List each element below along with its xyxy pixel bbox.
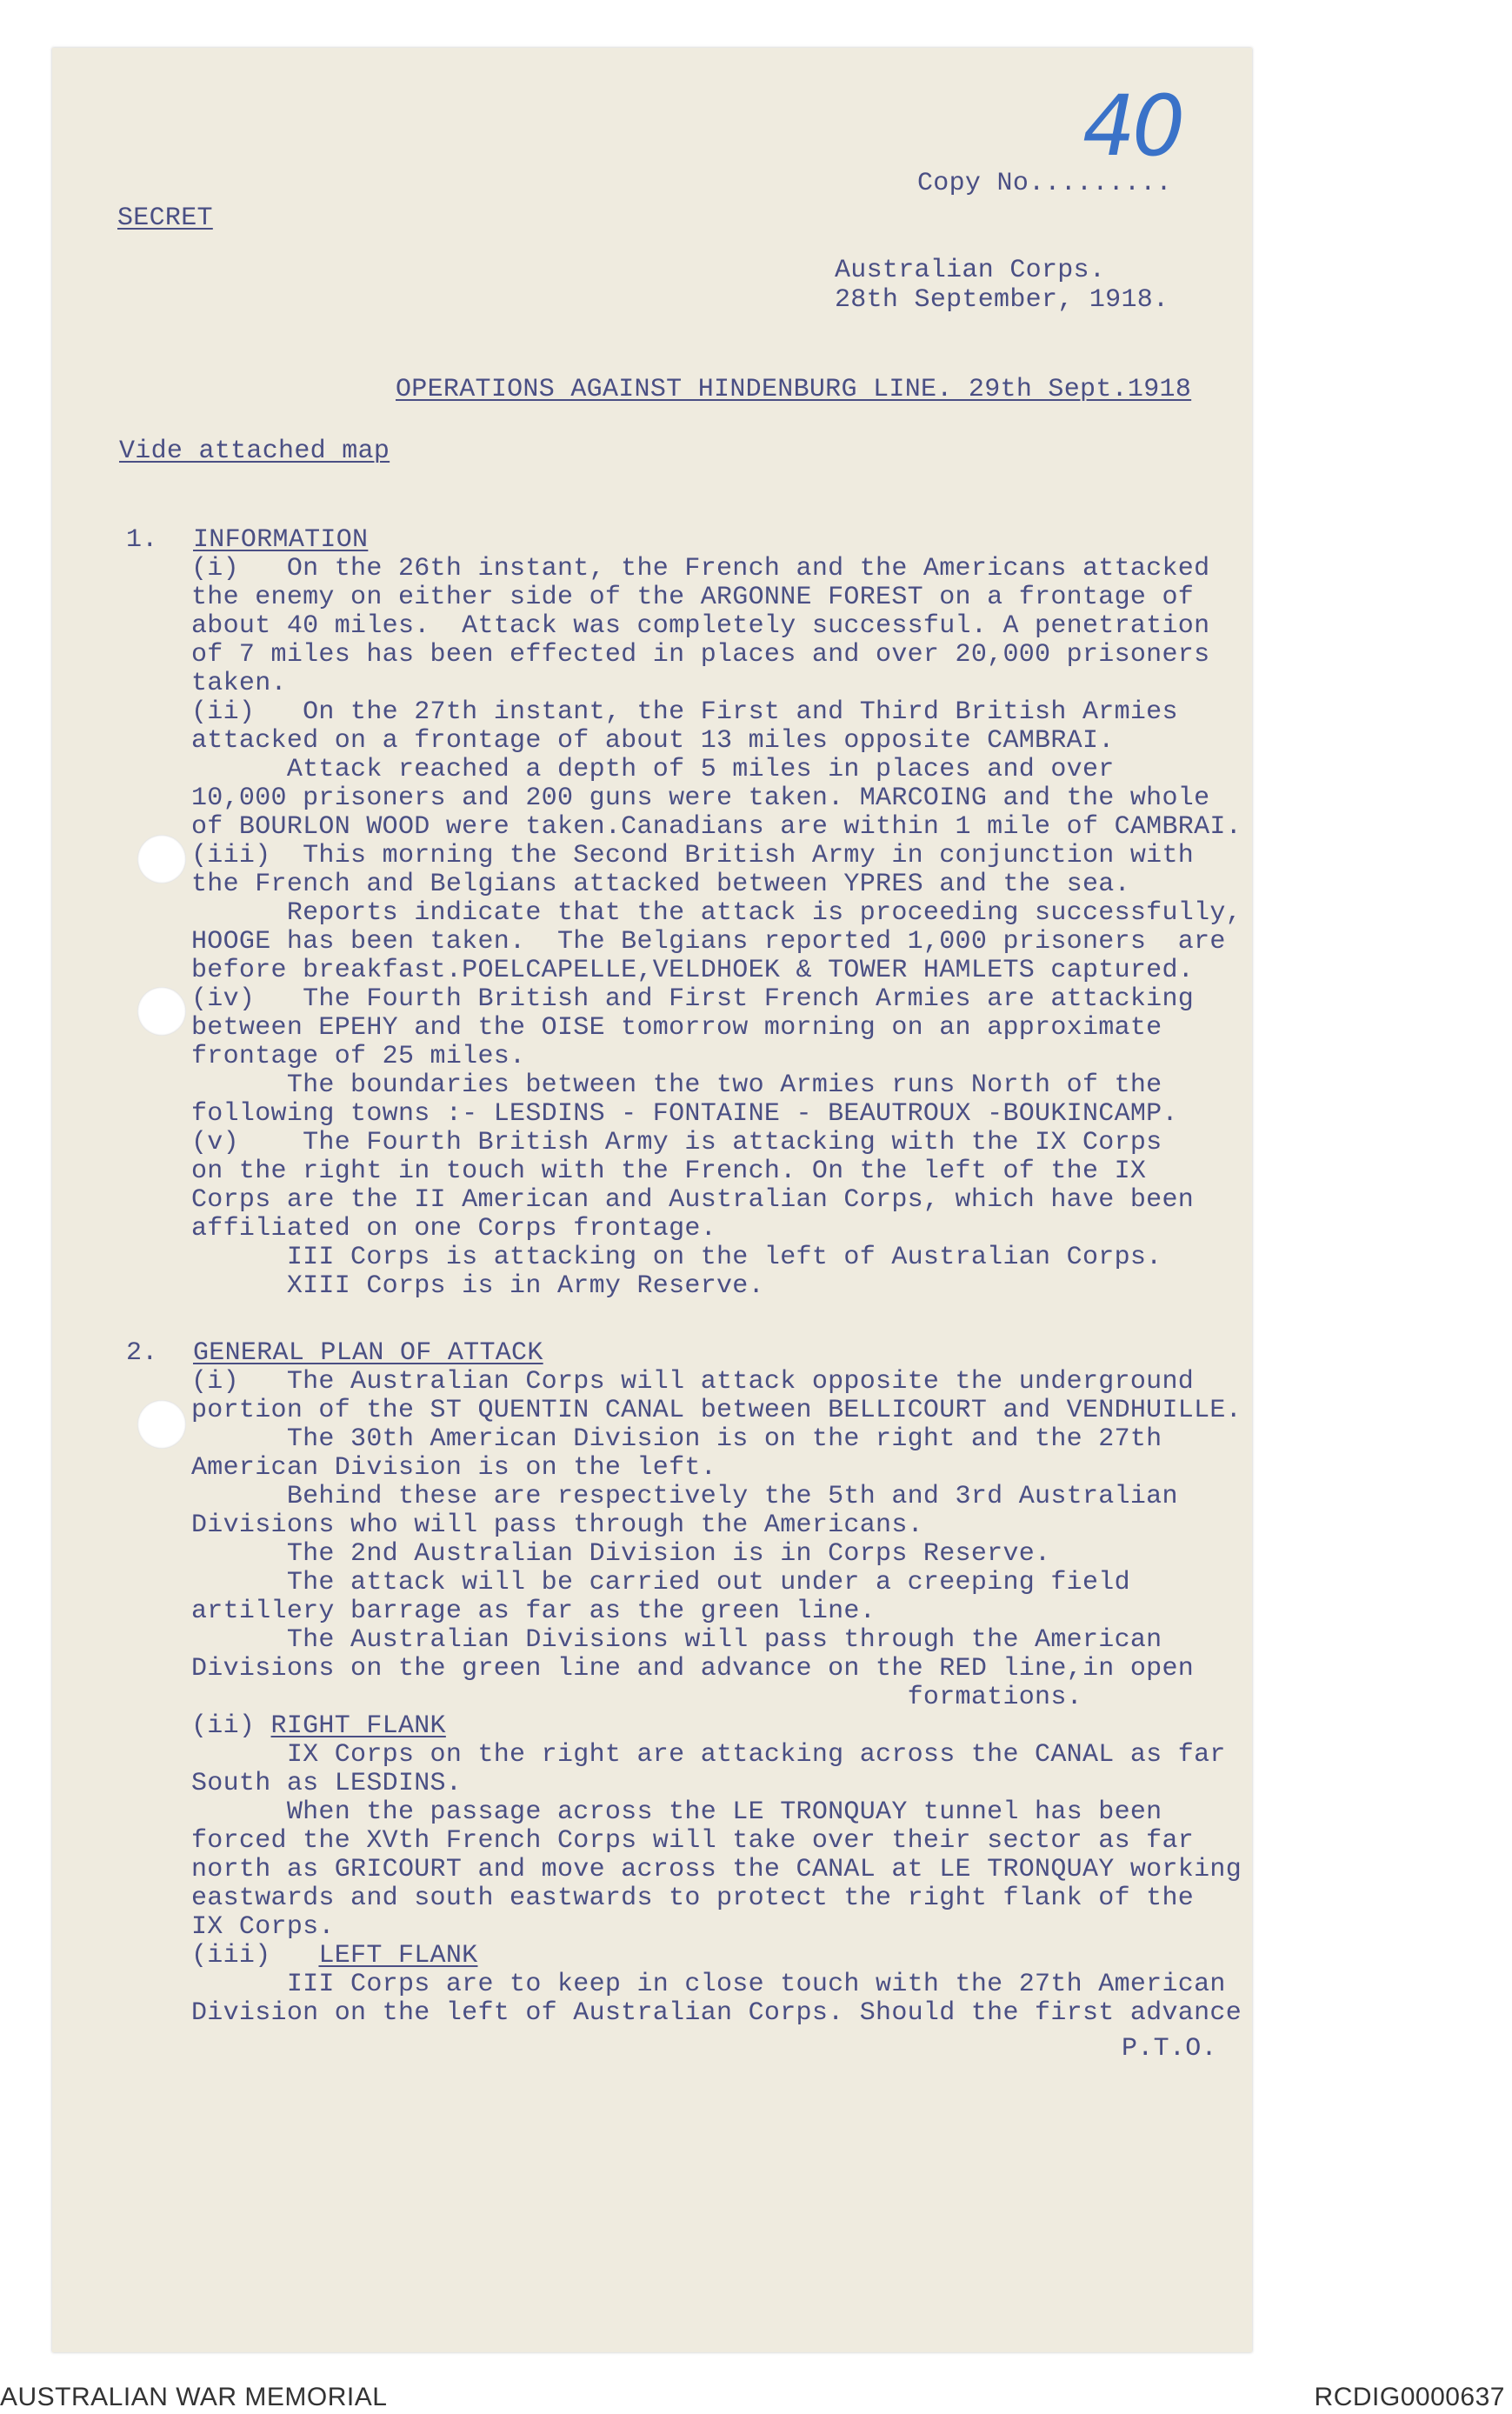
text-line: XIII Corps is in Army Reserve. <box>191 1271 764 1301</box>
punch-hole <box>137 835 186 884</box>
document-title: OPERATIONS AGAINST HINDENBURG LINE. 29th Sept.1918 <box>396 375 1192 404</box>
text-line: portion of the ST QUENTIN CANAL between BELLICOURT and VENDHUILLE. <box>191 1396 1242 1425</box>
text-line: formations. <box>191 1683 1082 1712</box>
text-line: The attack will be carried out under a creeping field <box>191 1568 1130 1597</box>
text-line: The boundaries between the two Armies runs North of the <box>191 1070 1162 1100</box>
text-line: IX Corps on the right are attacking across the CANAL as far <box>191 1740 1226 1770</box>
section-2-heading: GENERAL PLAN OF ATTACK <box>193 1338 543 1368</box>
text-line: on the right in touch with the French. On the left of the IX <box>191 1157 1147 1186</box>
text-line: frontage of 25 miles. <box>191 1042 526 1071</box>
text-line: Corps are the II American and Australian Corps, which have been <box>191 1185 1195 1215</box>
section-2-number: 2. <box>126 1338 158 1368</box>
text-line: South as LESDINS. <box>191 1769 463 1798</box>
text-line: Divisions who will pass through the Americans. <box>191 1510 923 1540</box>
text-line: affiliated on one Corps frontage. <box>191 1214 716 1244</box>
text-line: (i) On the 26th instant, the French and the Americans attacked <box>191 554 1210 583</box>
text-line: Behind these are respectively the 5th and 3rd Australian <box>191 1482 1178 1511</box>
text-line: (v) The Fourth British Army is attacking with the IX Corps <box>191 1128 1162 1157</box>
text-line: following towns :- LESDINS - FONTAINE - BEAUTROUX -BOUKINCAMP. <box>191 1099 1178 1129</box>
text-line: attacked on a frontage of about 13 miles opposite CAMBRAI. <box>191 726 1115 756</box>
text-line: (ii) On the 27th instant, the First and Third British Armies <box>191 697 1178 727</box>
text-line: between EPEHY and the OISE tomorrow morning on an approximate <box>191 1013 1162 1043</box>
text-line: Divisions on the green line and advance on the RED line,in open <box>191 1654 1195 1684</box>
text-line: 10,000 prisoners and 200 guns were taken. MARCOING and the whole <box>191 784 1210 813</box>
punch-hole <box>137 1400 186 1449</box>
text-line: Attack reached a depth of 5 miles in places and over <box>191 755 1115 784</box>
text-line: about 40 miles. Attack was completely successful. A penetration <box>191 611 1210 641</box>
text-line: the enemy on either side of the ARGONNE FOREST on a frontage of <box>191 583 1195 612</box>
handwritten-copy-number: 40 <box>1082 77 1182 175</box>
text-line: Division on the left of Australian Corps. Should the first advance <box>191 1998 1242 2028</box>
footer-institution: AUSTRALIAN WAR MEMORIAL <box>0 2383 388 2411</box>
text-line: III Corps are to keep in close touch with the 27th American <box>191 1970 1226 1999</box>
text-line: The 2nd Australian Division is in Corps Reserve. <box>191 1539 1051 1569</box>
text-line: American Division is on the left. <box>191 1453 716 1483</box>
text-line: artillery barrage as far as the green line. <box>191 1597 876 1626</box>
left-flank-subheading: (iii) LEFT FLANK <box>191 1941 478 1971</box>
text-line: When the passage across the LE TRONQUAY tunnel has been <box>191 1797 1162 1827</box>
section-1-heading: INFORMATION <box>193 525 369 555</box>
text-line: IX Corps. <box>191 1912 335 1942</box>
section-2-body <box>191 1368 1242 2028</box>
text-line: HOOGE has been taken. The Belgians reported 1,000 prisoners are <box>191 927 1226 957</box>
text-line: taken. <box>191 669 287 698</box>
text-line: (i) The Australian Corps will attack opposite the underground <box>191 1367 1195 1397</box>
footer-record-id: RCDIG0000637 <box>1314 2383 1505 2411</box>
origin: Australian Corps. <box>835 256 1106 285</box>
section-1-body <box>191 555 1242 1301</box>
text-line: of 7 miles has been effected in places and over 20,000 prisoners <box>191 640 1210 670</box>
text-line: eastwards and south eastwards to protect the right flank of the <box>191 1884 1195 1913</box>
text-line: north as GRICOURT and move across the CANAL at LE TRONQUAY working <box>191 1855 1242 1884</box>
classification: SECRET <box>117 203 213 233</box>
text-line: Reports indicate that the attack is proceeding successfully, <box>191 898 1242 928</box>
please-turn-over: P.T.O. <box>1122 2034 1217 2064</box>
text-line: before breakfast.POELCAPELLE,VELDHOEK & TOWER HAMLETS captured. <box>191 956 1195 985</box>
text-line: III Corps is attacking on the left of Australian Corps. <box>191 1243 1162 1272</box>
text-line: forced the XVth French Corps will take over their sector as far <box>191 1826 1195 1856</box>
text-line: the French and Belgians attacked between YPRES and the sea. <box>191 870 1130 899</box>
text-line: (iii) This morning the Second British Army in conjunction with <box>191 841 1195 870</box>
punch-hole <box>137 987 186 1036</box>
text-line: The 30th American Division is on the right and the 27th <box>191 1424 1162 1454</box>
section-1-number: 1. <box>126 525 158 555</box>
copy-number-line: Copy No......... <box>917 169 1172 198</box>
document-date: 28th September, 1918. <box>835 285 1169 315</box>
text-line: of BOURLON WOOD were taken.Canadians are within 1 mile of CAMBRAI. <box>191 812 1242 842</box>
text-line: (iv) The Fourth British and First French Armies are attacking <box>191 984 1195 1014</box>
text-line: The Australian Divisions will pass through the American <box>191 1625 1162 1655</box>
vide-note: Vide attached map <box>119 437 390 466</box>
right-flank-subheading: (ii) RIGHT FLANK <box>191 1711 446 1741</box>
